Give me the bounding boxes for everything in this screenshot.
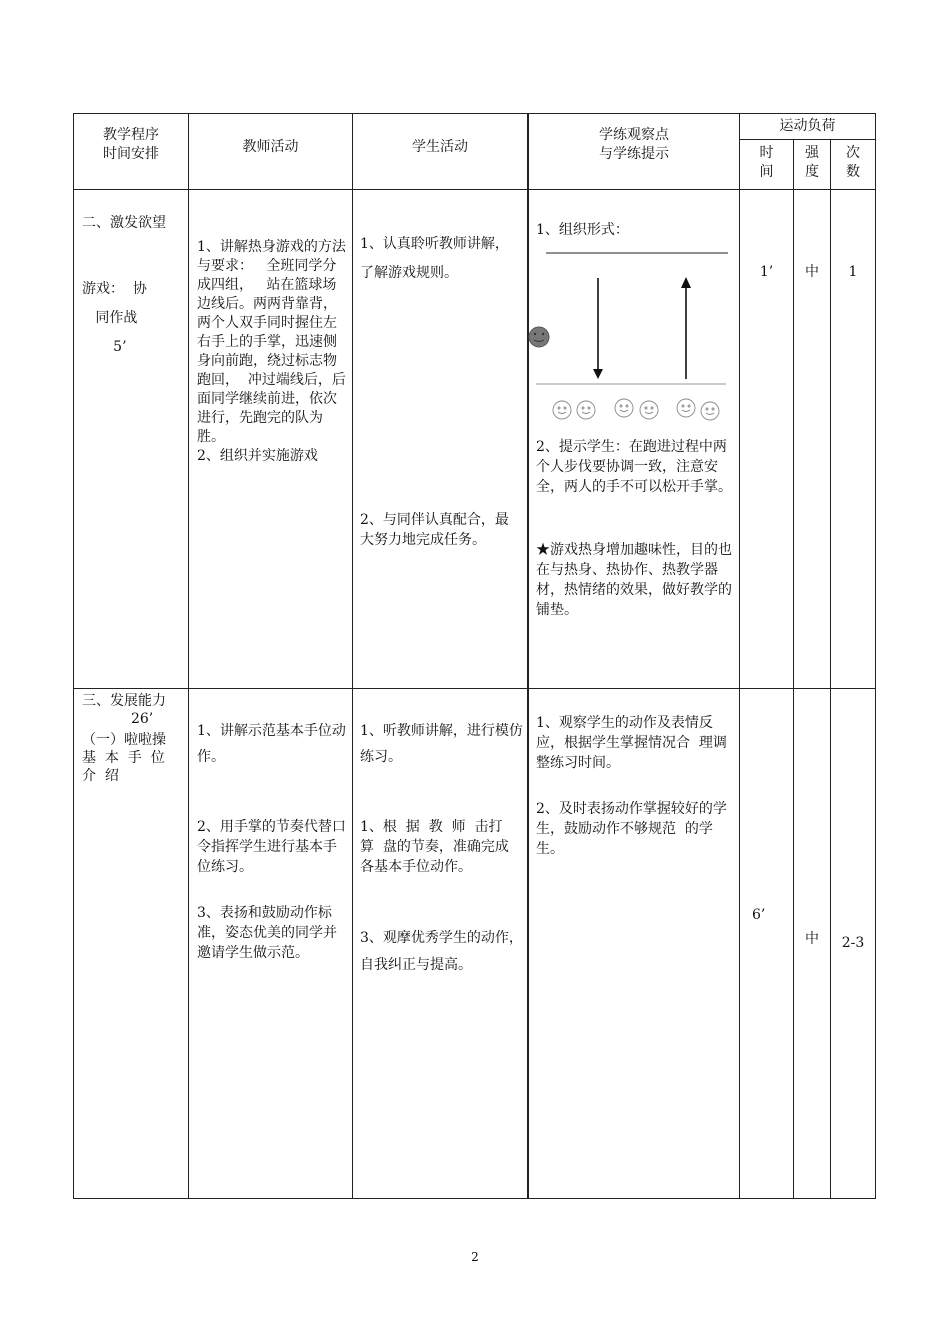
header-intensity: 强 度 [805,145,819,180]
s3-teacher-2: 2、用手掌的节奏代替口令指挥学生进行基本手位练习。 [197,819,346,875]
header-student: 学生活动 [412,139,468,155]
s3-teacher-3: 3、表扬和鼓励动作标准，姿态优美的同学并邀请学生做示范。 [197,905,337,961]
s3-student-1: 1、听教师讲解，进行模仿练习。 [360,723,523,765]
s3-teacher-1: 1、讲解示范基本手位动作。 [197,723,346,765]
student-face-icon [640,401,658,419]
header-procedure: 教学程序 时间安排 [103,127,159,162]
student-face-icon [553,401,571,419]
s3-observe-1: 1、观察学生的动作及表情反应，根据学生掌握情况合 理调整练习时间。 [536,715,727,771]
student-face-icon [615,399,633,417]
s2-observe-2: 2、提示学生：在跑进过程中两个人步伐要协调一致，注意安全，两人的手不可以松开手掌。 [536,439,732,495]
student-face-icon [701,402,719,420]
col-border-1 [188,113,189,1199]
s2-intensity: 中 [805,264,819,280]
student-face-icon [677,399,695,417]
col-border-6 [830,139,831,1199]
formation-diagram [528,245,733,430]
col-border-7 [875,113,876,1199]
s3-student-2: 1、根 据 教 师 击打 算 盘的节奏，准确完成 各基本手位动作。 [360,819,518,875]
student-faces [553,399,719,420]
s3-time: 6’ [752,907,766,923]
teacher-face-icon [529,327,549,347]
s2-count: 1 [848,264,858,280]
s2-student-activity-1: 1、认真聆听教师讲解，了解游戏规则。 [360,236,509,281]
s3-observe-2: 2、及时表扬动作掌握较好的学生，鼓励动作不够规范 的学生。 [536,801,727,857]
header-teacher: 教师活动 [242,139,299,155]
table-bottom-border [73,1198,876,1199]
s3-intensity: 中 [805,931,819,947]
s2-procedure-title: 二、激发欲望 [82,215,166,231]
header-bottom-border [73,189,876,190]
s3-procedure-title: 三、发展能力 26’ [82,693,166,727]
page-number: 2 [471,1250,479,1264]
header-load: 运动负荷 [779,118,836,134]
table-top-border [73,113,876,114]
s3-count: 2-3 [841,935,865,951]
col-border-2 [352,113,353,1199]
load-subheader-border [739,139,876,140]
s2-student-activity-2: 2、与同伴认真配合，最大努力地完成任务。 [360,512,509,548]
header-time: 时 间 [759,145,774,180]
col-border-0 [73,113,74,1199]
s2-observe-3: ★游戏热身增加趣味性，目的也在与热身、热协作、热教学器材，热情绪的效果，做好教学的铺垫。 [536,542,732,618]
down-arrowhead [593,369,603,379]
header-observe: 学练观察点 与学练提示 [599,127,669,162]
header-count: 次 数 [846,145,860,180]
section-divider [73,688,876,689]
s2-teacher-activity: 1、讲解热身游戏的方法与要求： 全班同学分成四组， 站在篮球场边线后。两两背靠背，两个人双手同时握住左右手上的手掌，迅速侧身向前跑，绕过标志物跑回， 冲过端线后，后面同学继续前进，依次进行，先跑完的队为胜。 2、组织并实施游戏 [197,239,346,464]
col-border-5 [793,139,794,1199]
student-face-icon [577,401,595,419]
s2-observe-1: 1、组织形式： [536,222,629,238]
s2-time: 1’ [759,264,774,280]
s3-student-3: 3、观摩优秀学生的动作，自我纠正与提高。 [360,930,523,973]
s2-procedure-game: 游戏： 协 同作战 5’ [82,281,147,355]
s3-procedure-topic: （一）啦啦操 基 本 手 位 介 绍 [82,732,166,784]
up-arrowhead [681,277,691,288]
